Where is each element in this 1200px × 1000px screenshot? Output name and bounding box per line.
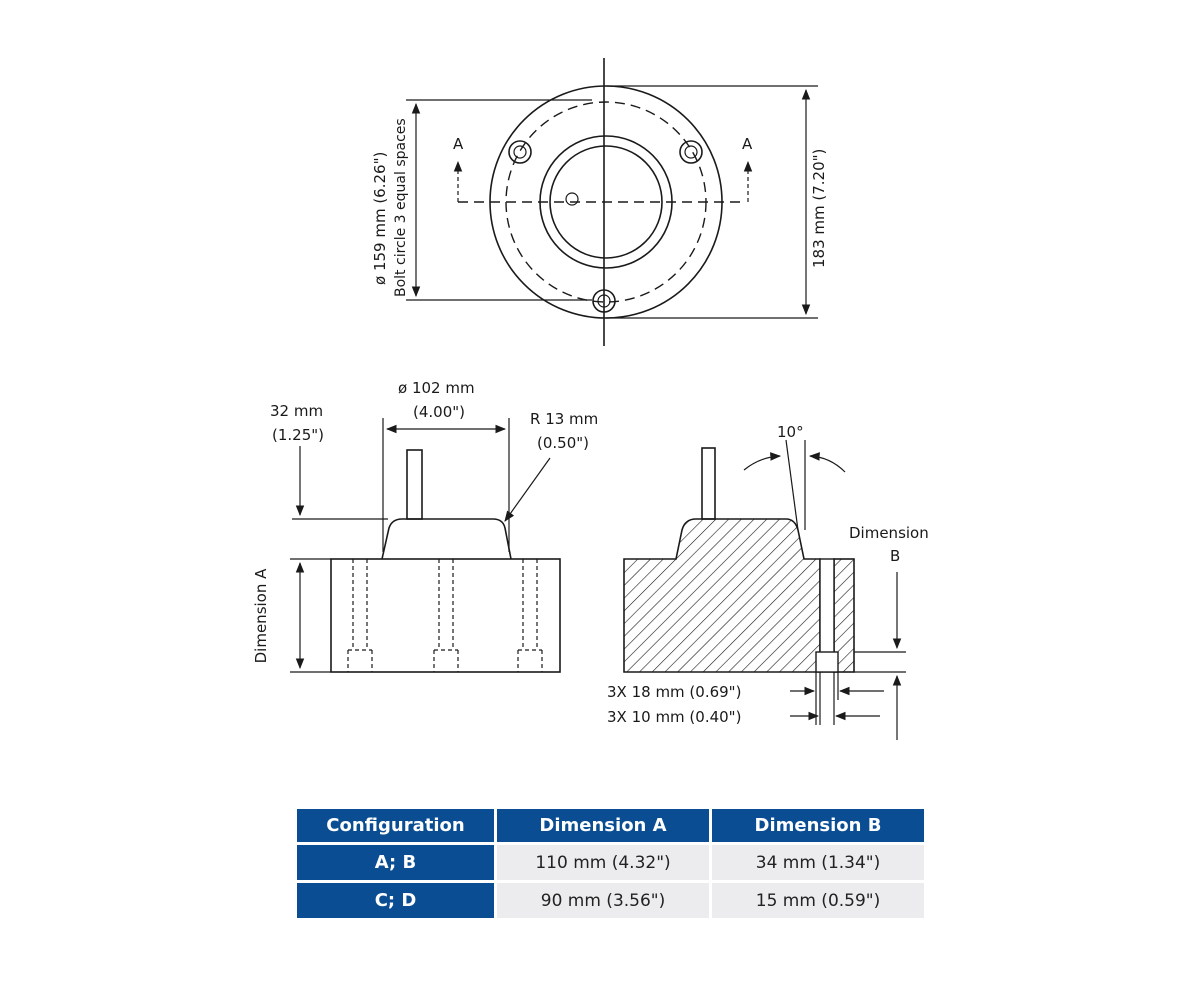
stem: [407, 450, 422, 519]
header-configuration: Configuration: [297, 809, 494, 842]
section-label-right: A: [742, 135, 753, 153]
section-view: [607, 423, 929, 740]
center-hole: [566, 193, 578, 205]
mount-boss: [382, 519, 511, 559]
flange-dim-label: 32 mm: [270, 402, 324, 420]
angle-arc-right: [810, 456, 845, 472]
dimension-b-label-2: B: [890, 547, 901, 565]
table-row: [297, 845, 924, 880]
radius-dim-label-in: (0.50"): [537, 434, 590, 452]
angle-arc-left: [744, 456, 780, 470]
front-view: [252, 379, 598, 672]
header-dimension-b: Dimension B: [712, 809, 924, 842]
row-dimension-a: 90 mm (3.56"): [497, 883, 709, 918]
mount-base: [331, 559, 560, 672]
table-row: [297, 883, 924, 918]
dia-dim-label-in: (4.00"): [413, 403, 466, 421]
hidden-bolt-hole: [518, 559, 542, 672]
flange-dim-label-in: (1.25"): [272, 426, 325, 444]
row-config: C; D: [297, 883, 494, 918]
bolt-hole: [680, 141, 702, 163]
bolt-hole: [509, 141, 531, 163]
header-dimension-a: Dimension A: [497, 809, 709, 842]
dimension-a-label: Dimension A: [252, 568, 270, 664]
dimension-b-label: Dimension: [849, 524, 929, 542]
overall-dim-label: 183 mm (7.20"): [810, 148, 828, 268]
hole-dim-2-label: 3X 10 mm (0.40"): [607, 708, 742, 726]
radius-dim-label: R 13 mm: [530, 410, 599, 428]
hole-dim-1-label: 3X 18 mm (0.69"): [607, 683, 742, 701]
section-counterbore: [816, 652, 838, 672]
dia-dim-label: ø 102 mm: [398, 379, 475, 397]
bolt-circle-dim-label: ø 159 mm (6.26"): [371, 151, 389, 285]
row-dimension-b: 15 mm (0.59"): [712, 883, 924, 918]
dimension-table: [294, 806, 927, 921]
bolt-circle-note: Bolt circle 3 equal spaces: [393, 118, 409, 297]
table-header-row: [297, 809, 924, 842]
row-dimension-b: 34 mm (1.34"): [712, 845, 924, 880]
row-dimension-a: 110 mm (4.32"): [497, 845, 709, 880]
angle-label: 10°: [777, 423, 804, 441]
hidden-bolt-hole: [434, 559, 458, 672]
radius-leader: [505, 458, 550, 521]
section-body-hatched: [624, 519, 820, 672]
section-label-left: A: [453, 135, 464, 153]
row-config: A; B: [297, 845, 494, 880]
hidden-bolt-hole: [348, 559, 372, 672]
top-view: [371, 58, 828, 346]
section-stem: [702, 448, 715, 519]
